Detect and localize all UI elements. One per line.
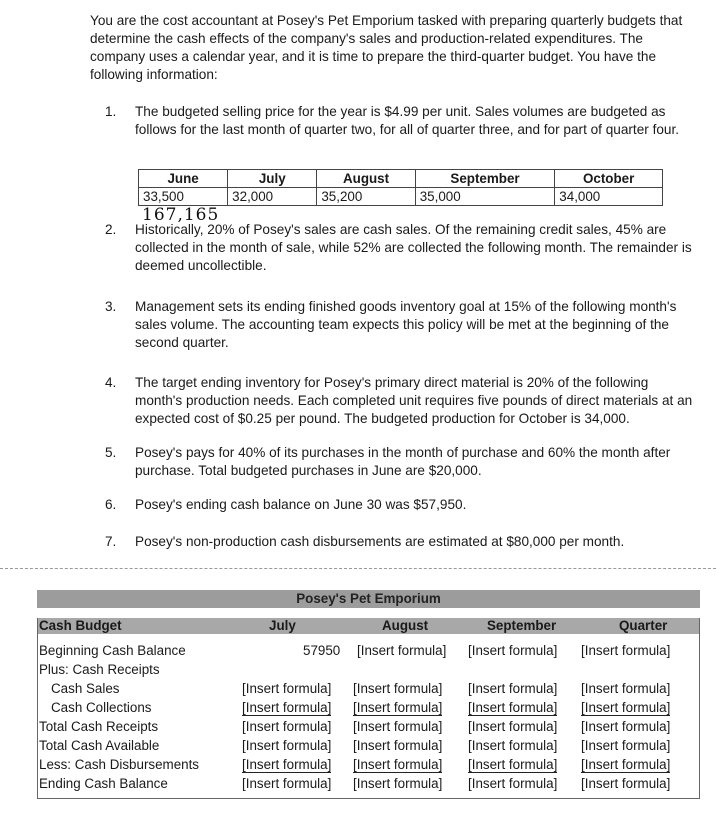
column-july: July — [269, 618, 296, 633]
row-label-disbursements: Less: Cash Disbursements — [39, 757, 200, 772]
cell-total-receipts-august[interactable]: [Insert formula] — [353, 719, 443, 734]
row-label-cash-sales: Cash Sales — [51, 681, 120, 696]
header-september: September — [415, 170, 555, 188]
header-july: July — [228, 170, 317, 188]
row-label-cash-receipts: Plus: Cash Receipts — [39, 662, 160, 677]
item-text: Management sets its ending finished goods inventory goal at 15% of the following month's sales volume. The accounting team expects this policy will be met at the beginning of the second quarter. — [135, 299, 677, 350]
cell-disbursements-july[interactable]: [Insert formula] — [242, 757, 332, 772]
item-number: 7. — [105, 534, 117, 549]
cell-total-available-quarter[interactable]: [Insert formula] — [581, 738, 671, 753]
cell-total-receipts-july[interactable]: [Insert formula] — [242, 719, 332, 734]
cell-cash-sales-july[interactable]: [Insert formula] — [242, 681, 332, 696]
item-text: The budgeted selling price for the year is $4.99 per unit. Sales volumes are budgeted as follows for the last month of quarter two, for all of quarter three, and for part of quarter four. — [135, 104, 680, 137]
cell-beginning-august[interactable]: [Insert formula] — [357, 643, 447, 658]
row-label-beginning-cash: Beginning Cash Balance — [39, 643, 186, 658]
column-august: August — [382, 618, 429, 633]
table-row — [139, 188, 663, 206]
cell-total-receipts-quarter[interactable]: [Insert formula] — [581, 719, 671, 734]
cell-total-receipts-september[interactable]: [Insert formula] — [468, 719, 558, 734]
list-item — [105, 496, 695, 514]
row-label-ending-cash: Ending Cash Balance — [39, 776, 168, 791]
cash-budget-sheet — [37, 590, 700, 800]
item-number: 4. — [105, 375, 117, 390]
cell-total-available-august[interactable]: [Insert formula] — [353, 738, 443, 753]
cell-beginning-july[interactable]: 57950 — [303, 643, 341, 658]
sales-volume-table — [138, 169, 663, 206]
company-name: Posey's Pet Emporium — [296, 591, 441, 606]
row-label-cash-collections: Cash Collections — [51, 700, 152, 715]
cell-cash-sales-quarter[interactable]: [Insert formula] — [581, 681, 671, 696]
item-text: Posey's ending cash balance on June 30 was $57,950. — [135, 497, 467, 512]
cell-cash-sales-august[interactable]: [Insert formula] — [353, 681, 443, 696]
item-number: 3. — [105, 299, 117, 314]
column-september: September — [487, 618, 557, 633]
item-number: 2. — [105, 222, 117, 237]
item-text: Posey's pays for 40% of its purchases in the month of purchase and 60% the month after purchase. Total budgeted purchases in June are $20,000. — [135, 445, 671, 478]
list-item — [105, 298, 695, 352]
list-item — [105, 221, 695, 275]
value-july: 32,000 — [228, 188, 317, 206]
cell-collections-quarter[interactable]: [Insert formula] — [581, 700, 671, 715]
company-header-bar — [37, 590, 700, 608]
item-text: The target ending inventory for Posey's primary direct material is 20% of the following month's production needs. Each completed unit requires five pounds of direct materials at an expected cost of $0.25 per pound. The budgeted production for October is 34,000. — [135, 375, 693, 426]
row-label-total-receipts: Total Cash Receipts — [39, 719, 159, 734]
value-september: 35,000 — [415, 188, 555, 206]
header-october: October — [555, 170, 663, 188]
list-item — [105, 374, 695, 428]
header-june: June — [139, 170, 228, 188]
list-item — [105, 103, 695, 139]
row-label-total-available: Total Cash Available — [39, 738, 160, 753]
cell-ending-july[interactable]: [Insert formula] — [242, 776, 332, 791]
cell-disbursements-quarter[interactable]: [Insert formula] — [581, 757, 671, 772]
header-august: August — [317, 170, 415, 188]
cell-total-available-july[interactable]: [Insert formula] — [242, 738, 332, 753]
cell-disbursements-september[interactable]: [Insert formula] — [468, 757, 558, 772]
value-october: 34,000 — [555, 188, 663, 206]
cell-collections-july[interactable]: [Insert formula] — [242, 700, 332, 715]
item-number: 5. — [105, 445, 117, 460]
cell-beginning-quarter[interactable]: [Insert formula] — [581, 643, 671, 658]
cell-ending-quarter[interactable]: [Insert formula] — [581, 776, 671, 791]
value-august: 35,200 — [317, 188, 415, 206]
cash-budget-title: Cash Budget — [39, 618, 122, 633]
section-divider — [0, 568, 716, 569]
cell-beginning-september[interactable]: [Insert formula] — [468, 643, 558, 658]
item-number: 6. — [105, 497, 117, 512]
list-item — [105, 533, 695, 551]
cell-cash-sales-september[interactable]: [Insert formula] — [468, 681, 558, 696]
item-text: Historically, 20% of Posey's sales are cash sales. Of the remaining credit sales, 45% are collected in the month of sale, while 52% are collected the following month. The remainder is deemed uncollectible. — [135, 222, 692, 273]
handwritten-note: 167,165 — [142, 205, 220, 225]
list-item — [105, 444, 695, 480]
item-text: Posey's non-production cash disbursements are estimated at $80,000 per month. — [135, 534, 625, 549]
cell-disbursements-august[interactable]: [Insert formula] — [353, 757, 443, 772]
cell-total-available-september[interactable]: [Insert formula] — [468, 738, 558, 753]
cell-collections-september[interactable]: [Insert formula] — [468, 700, 558, 715]
cell-collections-august[interactable]: [Insert formula] — [353, 700, 443, 715]
cell-ending-august[interactable]: [Insert formula] — [353, 776, 443, 791]
column-quarter: Quarter — [619, 618, 668, 633]
intro-paragraph: You are the cost accountant at Posey's Pet Emporium tasked with preparing quarterly budgets that determine the cash effects of the company's sales and production-related expenditures. The company uses a calendar year, and it is time to prepare the third-quarter budget. You have the following information: — [90, 13, 683, 82]
table-header-row — [139, 170, 663, 188]
cell-ending-september[interactable]: [Insert formula] — [468, 776, 558, 791]
value-june: 33,500 — [139, 188, 228, 206]
item-number: 1. — [105, 104, 117, 119]
